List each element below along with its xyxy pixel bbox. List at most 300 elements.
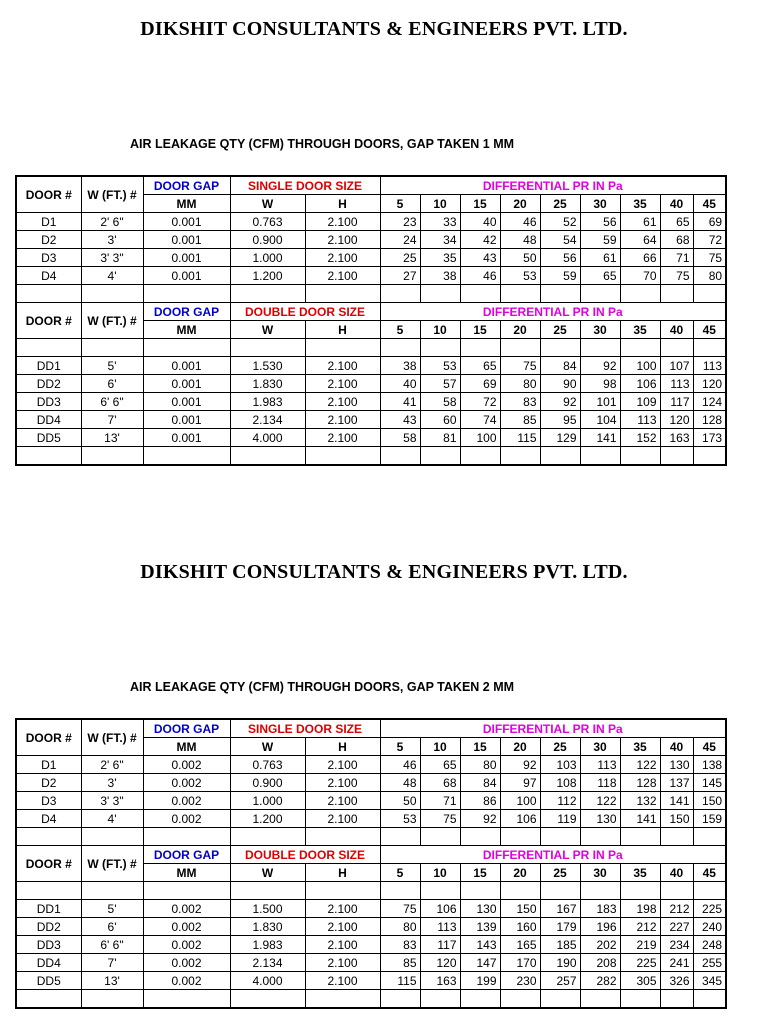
blank-cell — [620, 339, 660, 357]
leakage-value: 129 — [540, 429, 580, 447]
leakage-value: 84 — [460, 774, 500, 792]
blank-cell — [540, 882, 580, 900]
size-w: 1.000 — [230, 249, 305, 267]
size-w: 4.000 — [230, 972, 305, 990]
header-pressure: 5 — [380, 195, 420, 213]
table-row — [16, 900, 726, 918]
blank-cell — [420, 882, 460, 900]
leakage-value: 48 — [380, 774, 420, 792]
header-pressure: 25 — [540, 195, 580, 213]
leakage-value: 75 — [380, 900, 420, 918]
blank-cell — [16, 285, 81, 303]
blank-cell — [230, 339, 305, 357]
leakage-value: 65 — [460, 357, 500, 375]
blank-cell — [230, 285, 305, 303]
leakage-value: 113 — [660, 375, 693, 393]
blank-cell — [143, 285, 230, 303]
leakage-value: 50 — [380, 792, 420, 810]
leakage-value: 202 — [580, 936, 620, 954]
size-w: 1.200 — [230, 267, 305, 285]
leakage-value: 80 — [380, 918, 420, 936]
header-pressure: 25 — [540, 864, 580, 882]
leakage-value: 72 — [693, 231, 726, 249]
blank-cell — [580, 339, 620, 357]
blank-cell — [660, 990, 693, 1009]
header-pressure: 15 — [460, 195, 500, 213]
table-row — [16, 375, 726, 393]
table-row — [16, 429, 726, 447]
leakage-value: 75 — [693, 249, 726, 267]
leakage-value: 100 — [460, 429, 500, 447]
leakage-value: 81 — [420, 429, 460, 447]
leakage-value: 106 — [500, 810, 540, 828]
door-width: 13' — [81, 429, 143, 447]
blank-cell — [693, 882, 726, 900]
leakage-value: 130 — [460, 900, 500, 918]
leakage-value: 165 — [500, 936, 540, 954]
leakage-value: 38 — [420, 267, 460, 285]
leakage-value: 80 — [460, 756, 500, 774]
leakage-value: 48 — [500, 231, 540, 249]
leakage-value: 147 — [460, 954, 500, 972]
header-differential-pressure: DIFFERENTIAL PR IN Pa — [380, 176, 726, 195]
leakage-value: 43 — [380, 411, 420, 429]
blank-cell — [380, 828, 420, 846]
blank-cell — [540, 339, 580, 357]
leakage-value: 141 — [620, 810, 660, 828]
leakage-value: 46 — [500, 213, 540, 231]
leakage-value: 117 — [420, 936, 460, 954]
leakage-value: 241 — [660, 954, 693, 972]
leakage-value: 115 — [500, 429, 540, 447]
leakage-value: 35 — [420, 249, 460, 267]
header-pressure: 45 — [693, 321, 726, 339]
leakage-value: 345 — [693, 972, 726, 990]
leakage-value: 27 — [380, 267, 420, 285]
leakage-value: 92 — [580, 357, 620, 375]
header-pressure: 30 — [580, 864, 620, 882]
blank-cell — [305, 990, 380, 1009]
leakage-value: 53 — [420, 357, 460, 375]
leakage-value: 59 — [540, 267, 580, 285]
door-width: 3' 3" — [81, 249, 143, 267]
leakage-value: 90 — [540, 375, 580, 393]
blank-cell — [460, 339, 500, 357]
blank-cell — [693, 285, 726, 303]
size-w: 0.763 — [230, 756, 305, 774]
header-door-gap: DOOR GAP — [143, 719, 230, 738]
size-h: 2.100 — [305, 411, 380, 429]
header-pressure: 15 — [460, 738, 500, 756]
blank-cell — [580, 882, 620, 900]
size-h: 2.100 — [305, 936, 380, 954]
leakage-value: 141 — [660, 792, 693, 810]
header-pressure: 20 — [500, 195, 540, 213]
blank-cell — [620, 447, 660, 466]
blank-cell — [143, 828, 230, 846]
leakage-value: 128 — [693, 411, 726, 429]
leakage-value: 240 — [693, 918, 726, 936]
leakage-value: 138 — [693, 756, 726, 774]
leakage-value: 46 — [460, 267, 500, 285]
company-title: DIKSHIT CONSULTANTS & ENGINEERS PVT. LTD. — [140, 561, 628, 583]
leakage-value: 112 — [540, 792, 580, 810]
header-pressure: 35 — [620, 738, 660, 756]
blank-cell — [660, 285, 693, 303]
leakage-value: 52 — [540, 213, 580, 231]
leakage-value: 113 — [693, 357, 726, 375]
leakage-value: 84 — [540, 357, 580, 375]
leakage-value: 163 — [660, 429, 693, 447]
blank-cell — [16, 339, 81, 357]
blank-cell — [143, 447, 230, 466]
leakage-value: 41 — [380, 393, 420, 411]
leakage-value: 58 — [420, 393, 460, 411]
door-id: D2 — [16, 231, 81, 249]
size-h: 2.100 — [305, 231, 380, 249]
leakage-value: 163 — [420, 972, 460, 990]
leakage-value: 80 — [500, 375, 540, 393]
blank-cell — [230, 447, 305, 466]
leakage-value: 75 — [420, 810, 460, 828]
table-row — [16, 267, 726, 285]
size-h: 2.100 — [305, 972, 380, 990]
header-pressure: 15 — [460, 864, 500, 882]
door-gap: 0.001 — [143, 375, 230, 393]
size-h: 2.100 — [305, 357, 380, 375]
header-h: H — [305, 195, 380, 213]
header-pressure: 40 — [660, 321, 693, 339]
door-id: D2 — [16, 774, 81, 792]
blank-cell — [420, 990, 460, 1009]
leakage-value: 23 — [380, 213, 420, 231]
blank-cell — [460, 990, 500, 1009]
leakage-value: 150 — [500, 900, 540, 918]
door-id: DD2 — [16, 375, 81, 393]
door-id: DD2 — [16, 918, 81, 936]
blank-cell — [16, 882, 81, 900]
leakage-value: 190 — [540, 954, 580, 972]
door-gap: 0.001 — [143, 267, 230, 285]
header-door-gap: DOOR GAP — [143, 303, 230, 321]
leakage-value: 227 — [660, 918, 693, 936]
blank-cell — [420, 339, 460, 357]
size-w: 1.530 — [230, 357, 305, 375]
blank-cell — [380, 285, 420, 303]
blank-cell — [305, 447, 380, 466]
blank-cell — [143, 882, 230, 900]
door-gap: 0.001 — [143, 429, 230, 447]
leakage-value: 68 — [660, 231, 693, 249]
size-h: 2.100 — [305, 900, 380, 918]
blank-row — [16, 285, 726, 303]
header-pressure: 40 — [660, 738, 693, 756]
leakage-value: 69 — [460, 375, 500, 393]
leakage-value: 65 — [660, 213, 693, 231]
section-subtitle: AIR LEAKAGE QTY (CFM) THROUGH DOORS, GAP TAKEN 1 MM — [130, 137, 515, 151]
door-gap: 0.002 — [143, 756, 230, 774]
header-w: W — [230, 738, 305, 756]
table-row — [16, 954, 726, 972]
leakage-value: 65 — [580, 267, 620, 285]
header-pressure: 45 — [693, 864, 726, 882]
blank-cell — [660, 339, 693, 357]
leakage-value: 50 — [500, 249, 540, 267]
leakage-value: 118 — [580, 774, 620, 792]
blank-cell — [540, 828, 580, 846]
header-door: DOOR # — [16, 176, 81, 213]
blank-cell — [693, 447, 726, 466]
leakage-value: 83 — [380, 936, 420, 954]
door-width: 5' — [81, 357, 143, 375]
door-id: D4 — [16, 810, 81, 828]
leakage-value: 86 — [460, 792, 500, 810]
leakage-value: 68 — [420, 774, 460, 792]
door-width: 7' — [81, 954, 143, 972]
door-gap: 0.002 — [143, 774, 230, 792]
blank-cell — [460, 882, 500, 900]
door-gap: 0.001 — [143, 231, 230, 249]
blank-cell — [460, 828, 500, 846]
door-id: D1 — [16, 756, 81, 774]
blank-cell — [305, 339, 380, 357]
leakage-value: 107 — [660, 357, 693, 375]
blank-cell — [580, 447, 620, 466]
leakage-value: 117 — [660, 393, 693, 411]
door-id: DD4 — [16, 954, 81, 972]
leakage-value: 122 — [620, 756, 660, 774]
leakage-value: 40 — [380, 375, 420, 393]
door-id: DD1 — [16, 357, 81, 375]
leakage-value: 106 — [420, 900, 460, 918]
leakage-table — [15, 718, 727, 1009]
table-row — [16, 393, 726, 411]
leakage-value: 83 — [500, 393, 540, 411]
section-subtitle: AIR LEAKAGE QTY (CFM) THROUGH DOORS, GAP TAKEN 2 MM — [130, 680, 515, 694]
leakage-value: 160 — [500, 918, 540, 936]
blank-cell — [620, 828, 660, 846]
size-w: 0.763 — [230, 213, 305, 231]
leakage-value: 124 — [693, 393, 726, 411]
leakage-value: 141 — [580, 429, 620, 447]
door-id: D4 — [16, 267, 81, 285]
header-pressure: 10 — [420, 864, 460, 882]
size-h: 2.100 — [305, 756, 380, 774]
door-gap: 0.002 — [143, 918, 230, 936]
blank-cell — [500, 285, 540, 303]
door-gap: 0.002 — [143, 810, 230, 828]
door-id: DD5 — [16, 972, 81, 990]
blank-cell — [660, 882, 693, 900]
size-h: 2.100 — [305, 810, 380, 828]
leakage-value: 212 — [620, 918, 660, 936]
header-pressure: 20 — [500, 321, 540, 339]
leakage-value: 34 — [420, 231, 460, 249]
table-row — [16, 810, 726, 828]
header-pressure: 40 — [660, 864, 693, 882]
blank-cell — [81, 285, 143, 303]
door-gap: 0.001 — [143, 249, 230, 267]
blank-cell — [380, 339, 420, 357]
header-single-door-size: SINGLE DOOR SIZE — [230, 176, 380, 195]
table-row — [16, 231, 726, 249]
blank-cell — [81, 990, 143, 1009]
leakage-value: 33 — [420, 213, 460, 231]
leakage-value: 56 — [540, 249, 580, 267]
leakage-value: 120 — [693, 375, 726, 393]
header-pressure: 40 — [660, 195, 693, 213]
leakage-value: 54 — [540, 231, 580, 249]
leakage-value: 225 — [693, 900, 726, 918]
door-gap: 0.001 — [143, 411, 230, 429]
blank-row — [16, 447, 726, 466]
blank-cell — [380, 447, 420, 466]
leakage-value: 225 — [620, 954, 660, 972]
header-gap-unit: MM — [143, 738, 230, 756]
leakage-value: 42 — [460, 231, 500, 249]
door-width: 3' 3" — [81, 792, 143, 810]
blank-cell — [16, 990, 81, 1009]
leakage-value: 255 — [693, 954, 726, 972]
door-id: DD3 — [16, 393, 81, 411]
blank-cell — [693, 339, 726, 357]
leakage-value: 150 — [660, 810, 693, 828]
leakage-value: 58 — [380, 429, 420, 447]
leakage-value: 170 — [500, 954, 540, 972]
header-single-door-size: SINGLE DOOR SIZE — [230, 719, 380, 738]
header-width: W (FT.) # — [81, 846, 143, 882]
header-pressure: 30 — [580, 195, 620, 213]
size-w: 1.830 — [230, 375, 305, 393]
table-row — [16, 411, 726, 429]
blank-cell — [500, 882, 540, 900]
table-row — [16, 774, 726, 792]
size-h: 2.100 — [305, 918, 380, 936]
size-w: 1.000 — [230, 792, 305, 810]
leakage-value: 113 — [620, 411, 660, 429]
size-h: 2.100 — [305, 249, 380, 267]
company-title: DIKSHIT CONSULTANTS & ENGINEERS PVT. LTD. — [140, 18, 628, 40]
blank-cell — [500, 990, 540, 1009]
leakage-value: 130 — [660, 756, 693, 774]
leakage-value: 24 — [380, 231, 420, 249]
leakage-value: 46 — [380, 756, 420, 774]
leakage-value: 108 — [540, 774, 580, 792]
door-gap: 0.001 — [143, 393, 230, 411]
blank-row — [16, 339, 726, 357]
door-width: 6' — [81, 375, 143, 393]
leakage-value: 106 — [620, 375, 660, 393]
header-pressure: 20 — [500, 864, 540, 882]
leakage-value: 109 — [620, 393, 660, 411]
header-pressure: 15 — [460, 321, 500, 339]
leakage-value: 119 — [540, 810, 580, 828]
table-row — [16, 792, 726, 810]
door-width: 5' — [81, 900, 143, 918]
leakage-value: 115 — [380, 972, 420, 990]
door-width: 4' — [81, 267, 143, 285]
leakage-value: 143 — [460, 936, 500, 954]
leakage-value: 305 — [620, 972, 660, 990]
leakage-value: 75 — [500, 357, 540, 375]
size-w: 1.500 — [230, 900, 305, 918]
leakage-value: 75 — [660, 267, 693, 285]
leakage-value: 65 — [420, 756, 460, 774]
leakage-value: 97 — [500, 774, 540, 792]
size-h: 2.100 — [305, 774, 380, 792]
leakage-value: 139 — [460, 918, 500, 936]
leakage-value: 198 — [620, 900, 660, 918]
leakage-value: 199 — [460, 972, 500, 990]
blank-cell — [81, 447, 143, 466]
blank-cell — [660, 828, 693, 846]
door-gap: 0.002 — [143, 936, 230, 954]
header-width: W (FT.) # — [81, 176, 143, 213]
leakage-value: 61 — [580, 249, 620, 267]
leakage-value: 92 — [500, 756, 540, 774]
door-width: 7' — [81, 411, 143, 429]
leakage-value: 167 — [540, 900, 580, 918]
header-h: H — [305, 738, 380, 756]
leakage-value: 38 — [380, 357, 420, 375]
blank-cell — [660, 447, 693, 466]
header-differential-pressure: DIFFERENTIAL PR IN Pa — [380, 303, 726, 321]
leakage-value: 72 — [460, 393, 500, 411]
leakage-value: 132 — [620, 792, 660, 810]
blank-cell — [500, 339, 540, 357]
leakage-value: 25 — [380, 249, 420, 267]
leakage-value: 56 — [580, 213, 620, 231]
blank-cell — [380, 882, 420, 900]
leakage-value: 64 — [620, 231, 660, 249]
header-pressure: 35 — [620, 195, 660, 213]
size-w: 2.134 — [230, 411, 305, 429]
header-pressure: 45 — [693, 195, 726, 213]
table-row — [16, 213, 726, 231]
leakage-value: 130 — [580, 810, 620, 828]
leakage-value: 145 — [693, 774, 726, 792]
door-width: 6' 6" — [81, 393, 143, 411]
leakage-value: 60 — [420, 411, 460, 429]
door-id: D3 — [16, 249, 81, 267]
door-gap: 0.002 — [143, 900, 230, 918]
header-door: DOOR # — [16, 846, 81, 882]
blank-cell — [230, 882, 305, 900]
leakage-value: 103 — [540, 756, 580, 774]
size-h: 2.100 — [305, 954, 380, 972]
leakage-value: 282 — [580, 972, 620, 990]
size-w: 2.134 — [230, 954, 305, 972]
leakage-value: 208 — [580, 954, 620, 972]
header-door: DOOR # — [16, 303, 81, 339]
size-h: 2.100 — [305, 792, 380, 810]
header-pressure: 30 — [580, 738, 620, 756]
header-w: W — [230, 195, 305, 213]
blank-cell — [500, 447, 540, 466]
blank-cell — [305, 828, 380, 846]
leakage-value: 59 — [580, 231, 620, 249]
header-gap-unit: MM — [143, 864, 230, 882]
leakage-value: 137 — [660, 774, 693, 792]
leakage-value: 120 — [420, 954, 460, 972]
header-differential-pressure: DIFFERENTIAL PR IN Pa — [380, 846, 726, 864]
door-id: DD4 — [16, 411, 81, 429]
leakage-value: 257 — [540, 972, 580, 990]
leakage-table — [15, 175, 727, 466]
blank-cell — [580, 990, 620, 1009]
header-gap-unit: MM — [143, 195, 230, 213]
header-pressure: 35 — [620, 321, 660, 339]
